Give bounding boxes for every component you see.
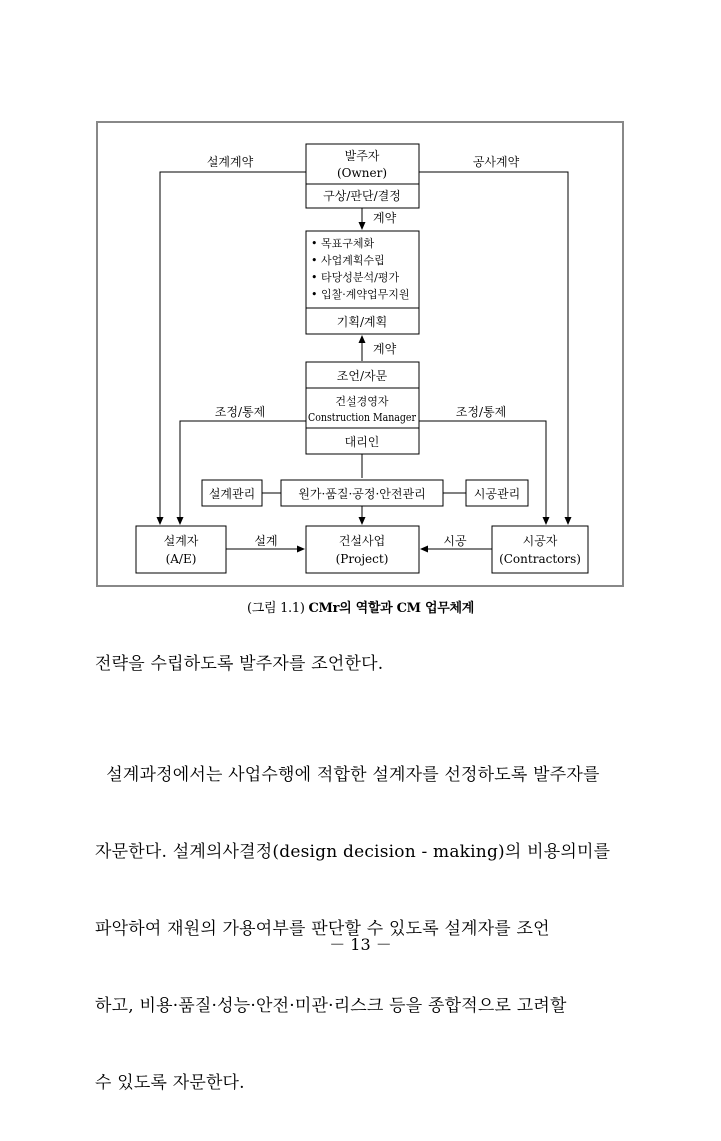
construction-arrow-label: 시공 [443,534,467,548]
design-contract-label: 설계계약 [206,155,254,169]
planning-role: 기획/계획 [336,315,388,329]
left-coordination-label: 조정/통제 [214,405,266,419]
paragraph-2-line-4: 하고, 비용·품질·성능·안전·미관·리스크 등을 종합적으로 고려할 [95,995,567,1016]
paragraph-2-line-5: 수 있도록 자문한다. [95,1072,245,1093]
svg-text:설계관리: 설계관리 [208,487,256,501]
cm-title-en: Construction Manager [308,411,417,424]
figure-number: (그림 1.1) [246,601,305,616]
planning-bullet-3: • 타당성분석/평가 [311,271,400,284]
contractor-title: 시공자 [522,534,558,548]
owner-role: 구상/판단/결정 [323,189,401,203]
project-title: 건설사업 [338,534,386,548]
cm-box [306,362,419,454]
paragraph-2-line-1: 설계과정에서는 사업수행에 적합한 설계자를 선정하도록 발주자를 [95,764,600,785]
planning-bullet-4: • 입찰·계약업무지원 [311,288,410,301]
contract-top-label: 계약 [373,211,397,225]
figure-caption [0,597,721,616]
cm-role-top: 조언/자문 [336,369,388,383]
owner-subtitle: (Owner) [336,166,388,180]
design-contract-line [160,172,306,524]
svg-text:시공관리: 시공관리 [473,487,521,501]
project-subtitle: (Project) [335,552,389,566]
figure-title: CMr의 역할과 CM 업무체계 [308,601,475,616]
paragraph-2 [95,717,635,1141]
contract-mid-label: 계약 [373,342,397,356]
contractor-box [492,526,588,573]
paragraph-1: 전략을 수립하도록 발주자를 조언한다. [95,654,384,674]
right-coordination-label: 조정/통제 [455,405,507,419]
planning-bullet-2: • 사업계획수립 [311,254,385,267]
contractor-subtitle: (Contractors) [499,552,581,566]
designer-box [136,526,226,573]
design-arrow-label: 설계 [254,534,278,548]
cm-title-kr: 건설경영자 [335,395,389,408]
owner-title: 발주자 [344,149,380,163]
construction-management-box [466,480,528,506]
center-management-box [281,480,443,506]
paragraph-2-line-3: 파악하여 재원의 가용여부를 판단할 수 있도록 설계자를 조언 [95,918,550,939]
designer-title: 설계자 [163,534,199,548]
svg-text:원가·품질·공정·안전관리: 원가·품질·공정·안전관리 [298,487,426,501]
cm-role-bottom: 대리인 [344,435,380,449]
project-box [306,526,419,573]
planning-box [306,231,419,334]
owner-box [306,144,419,208]
left-coordination-line [180,421,306,524]
design-management-box [202,480,262,506]
paragraph-2-line-2: 자문한다. 설계의사결정(design decision - making)의 비용의미를 [95,841,611,862]
planning-bullet-1: • 목표구체화 [311,237,375,250]
construction-contract-label: 공사계약 [472,155,520,169]
right-coordination-line [419,421,546,524]
designer-subtitle: (A/E) [165,552,197,566]
page-number: － 13 － [329,935,392,954]
